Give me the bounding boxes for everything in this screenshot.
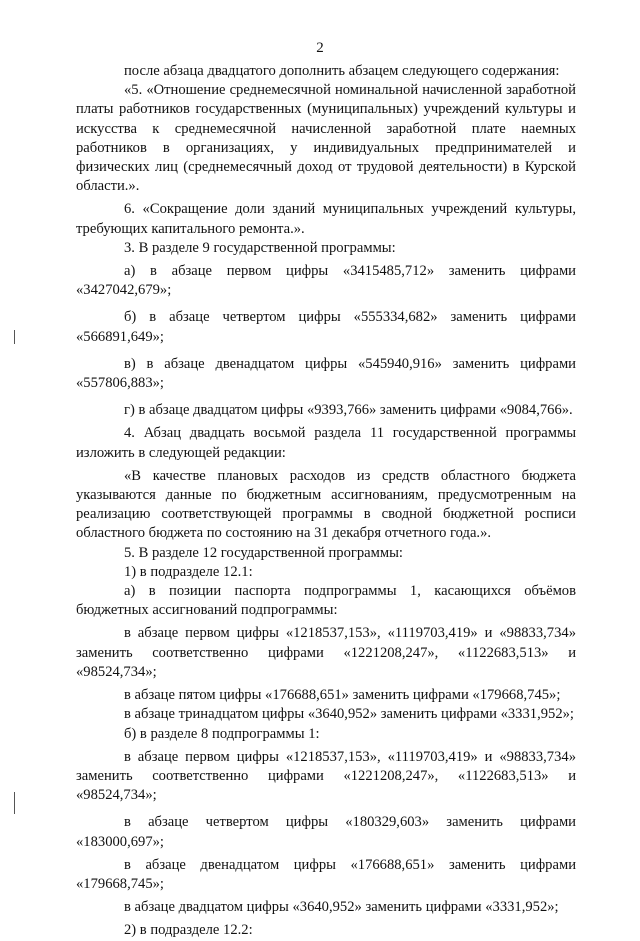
page-number: 2 — [316, 40, 324, 56]
sub-item-g: г) в абзаце двадцатом цифры «9393,766» заменить цифрами «9084,766». — [124, 402, 573, 419]
amendment-line: в абзаце пятом цифры «176688,651» заменить цифрами «179668,745»; — [124, 687, 561, 704]
passport-item-a: а) в позиции паспорта подпрограммы 1, касающихся объёмов бюджетных ассигнований подпрограммы: — [76, 583, 576, 619]
quoted-paragraph: «В качестве плановых расходов из средств областного бюджета указываются данные по бюджетным ассигнованиям, предусмотренным на реализацию соответствующей программы в сводной бюджетной росписи областного бюджета по состоянию на 31 декабря отчетного года.». — [76, 467, 576, 542]
amendment-line: в абзаце первом цифры «1218537,153», «1119703,419» и «98833,734» заменить соответственно цифрами «1221208,247», «1122683,513» и «98524,734»; — [76, 748, 576, 804]
quoted-indicator-5: «5. «Отношение среднемесячной номинальной начисленной заработной платы работников государственных (муниципальных) учреждений культуры и искусства к среднемесячной начисленной заработной плате наемных работников в организациях, у индивидуальных предпринимателей и физических лиц (среднемесячный доход от трудовой деятельности) в Курской области.». — [76, 82, 576, 195]
section-item-5: 5. В разделе 12 государственной программы: — [124, 544, 403, 561]
subsection-12-1: 1) в подразделе 12.1: — [124, 563, 253, 580]
section-item-4: 4. Абзац двадцать восьмой раздела 11 государственной программы изложить в следующей редакции: — [76, 425, 576, 461]
amendment-line: в абзаце двадцатом цифры «3640,952» заменить цифрами «3331,952»; — [124, 899, 559, 916]
amendment-line: в абзаце тринадцатом цифры «3640,952» заменить цифрами «3331,952»; — [124, 706, 574, 723]
amendment-line: в абзаце двенадцатом цифры «176688,651» заменить цифрами «179668,745»; — [76, 856, 576, 892]
sub-item-v: в) в абзаце двенадцатом цифры «545940,916» заменить цифрами «557806,883»; — [76, 355, 576, 392]
section-8-item-b: б) в разделе 8 подпрограммы 1: — [124, 725, 320, 742]
amendment-line: в абзаце четвертом цифры «180329,603» заменить цифрами «183000,697»; — [76, 814, 576, 850]
sub-item-a: а) в абзаце первом цифры «3415485,712» заменить цифрами «3427042,679»; — [76, 263, 576, 299]
sub-item-b: б) в абзаце четвертом цифры «555334,682» заменить цифрами «566891,649»; — [76, 309, 576, 345]
subsection-12-2: 2) в подразделе 12.2: — [124, 922, 253, 939]
paragraph: после абзаца двадцатого дополнить абзацем следующего содержания: — [124, 63, 560, 79]
document-body — [76, 62, 576, 941]
quoted-indicator-6: 6. «Сокращение доли зданий муниципальных учреждений культуры, требующих капитального ремонта.». — [76, 201, 576, 237]
section-item-3: 3. В разделе 9 государственной программы: — [124, 239, 396, 256]
scan-edge-mark — [14, 330, 15, 344]
scan-edge-mark — [14, 792, 15, 814]
amendment-line: в абзаце первом цифры «1218537,153», «1119703,419» и «98833,734» заменить соответственно цифрами «1221208,247», «1122683,513» и «98524,734»; — [76, 625, 576, 680]
